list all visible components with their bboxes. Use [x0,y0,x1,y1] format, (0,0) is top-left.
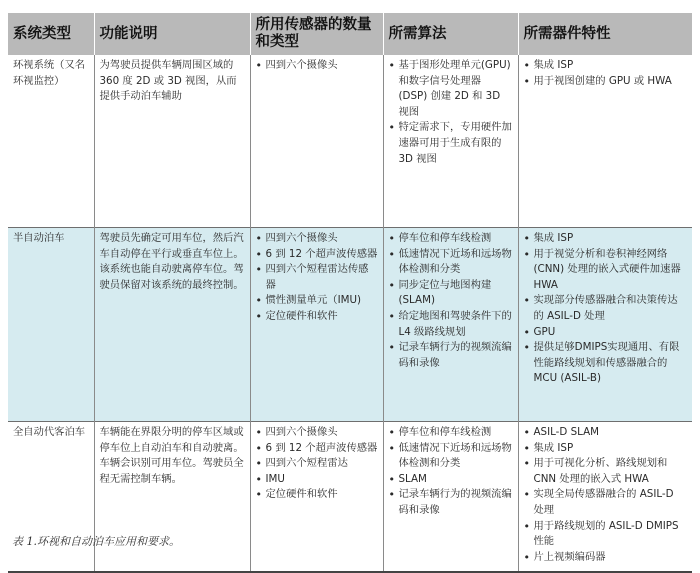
list-item: • SLAM [389,472,513,488]
header-sensors: 所用传感器的数量和类型 [250,13,383,55]
list-item: • 记录车辆行为的视频流编码和录像 [389,340,513,371]
list-item: • 提供足够DMIPS实现通用、有限性能路线规划和传感器融合的 MCU (ASIL-B) [524,340,688,387]
algorithms-cell [383,55,518,228]
list-item: • 片上视频编码器 [524,550,688,566]
list-item: • 记录车辆行为的视频流编码和录像 [389,487,513,518]
list-item: • 集成 ISP [524,58,688,74]
list-item: • 低速情况下近场和远场物体检测和分类 [389,247,513,278]
list-item: • 四到六个短程雷达传感器 [256,262,378,293]
sensors-cell [250,422,383,573]
features-cell [518,55,692,228]
list-item: • 6 到 12 个超声波传感器 [256,441,378,457]
system-type-cell: 环视系统（又名环视监控） [13,59,86,87]
system-type-cell: 半自动泊车 [8,228,94,422]
list-item: • GPU [524,325,688,341]
list-item: • 停车位和停车线检测 [389,425,513,441]
algorithms-cell [383,228,518,422]
algorithms-cell [383,422,518,573]
list-item: • 实现全局传感器融合的 ASIL-D 处理 [524,487,688,518]
list-item: • 用于可视化分析、路线规划和 CNN 处理的嵌入式 HWA [524,456,688,487]
description-cell: 为驾驶员提供车辆周围区域的 360 度 2D 或 3D 视图，从而提供手动泊车辅助 [94,55,250,228]
list-item: • 基于图形处理单元(GPU) 和数字信号处理器 (DSP) 创建 2D 和 3D 视图 [389,58,513,120]
table-row [8,55,692,228]
list-item: • ASIL-D SLAM [524,425,688,441]
list-item: • 四到六个摄像头 [256,58,378,74]
list-item: • 给定地图和驾驶条件下的 L4 级路线规划 [389,309,513,340]
list-item: • 低速情况下近场和远场物体检测和分类 [389,441,513,472]
list-item: • 用于视觉分析和卷积神经网络 (CNN) 处理的嵌入式硬件加速器 HWA [524,247,688,294]
list-item: • 特定需求下，专用硬件加速器可用于生成有限的 3D 视图 [389,120,513,167]
table-row [8,422,692,573]
parking-systems-table [8,13,692,573]
list-item: • 定位硬件和软件 [256,309,378,325]
list-item: • 惯性测量单元（IMU) [256,293,378,309]
list-item: • IMU [256,472,378,488]
list-item: • 用于路线规划的 ASIL-D DMIPS性能 [524,519,688,550]
sensors-cell [250,55,383,228]
table-header [8,13,692,55]
list-item: • 停车位和停车线检测 [389,231,513,247]
table-caption: 表 1.环视和自动泊车应用和要求。 [12,535,180,548]
list-item: • 用于视图创建的 GPU 或 HWA [524,74,688,90]
header-function: 功能说明 [94,13,250,55]
description-cell: 驾驶员先确定可用车位，然后汽车自动停在平行或垂直车位上。该系统也能自动驶离停车位。驾驶员保留对该系统的最终控制。 [94,228,250,422]
list-item: • 集成 ISP [524,441,688,457]
features-cell [518,228,692,422]
list-item: • 定位硬件和软件 [256,487,378,503]
description-cell: 车辆能在界限分明的停车区域或停车位上自动泊车和自动驶离。车辆会识别可用车位。驾驶员全程无需控制车辆。 [94,422,250,573]
list-item: • 四到六个摄像头 [256,231,378,247]
list-item: • 集成 ISP [524,231,688,247]
table-row [8,228,692,422]
header-system-type: 系统类型 [8,13,94,55]
header-features: 所需器件特性 [518,13,692,55]
list-item: • 同步定位与地图构建(SLAM) [389,278,513,309]
list-item: • 四到六个摄像头 [256,425,378,441]
header-algorithms: 所需算法 [383,13,518,55]
system-type-cell: 全自动代客泊车 [13,426,86,438]
list-item: • 实现部分传感器融合和决策传达的 ASIL-D 处理 [524,293,688,324]
list-item: • 四到六个短程雷达 [256,456,378,472]
sensors-cell [250,228,383,422]
list-item: • 6 到 12 个超声波传感器 [256,247,378,263]
features-cell [518,422,692,573]
